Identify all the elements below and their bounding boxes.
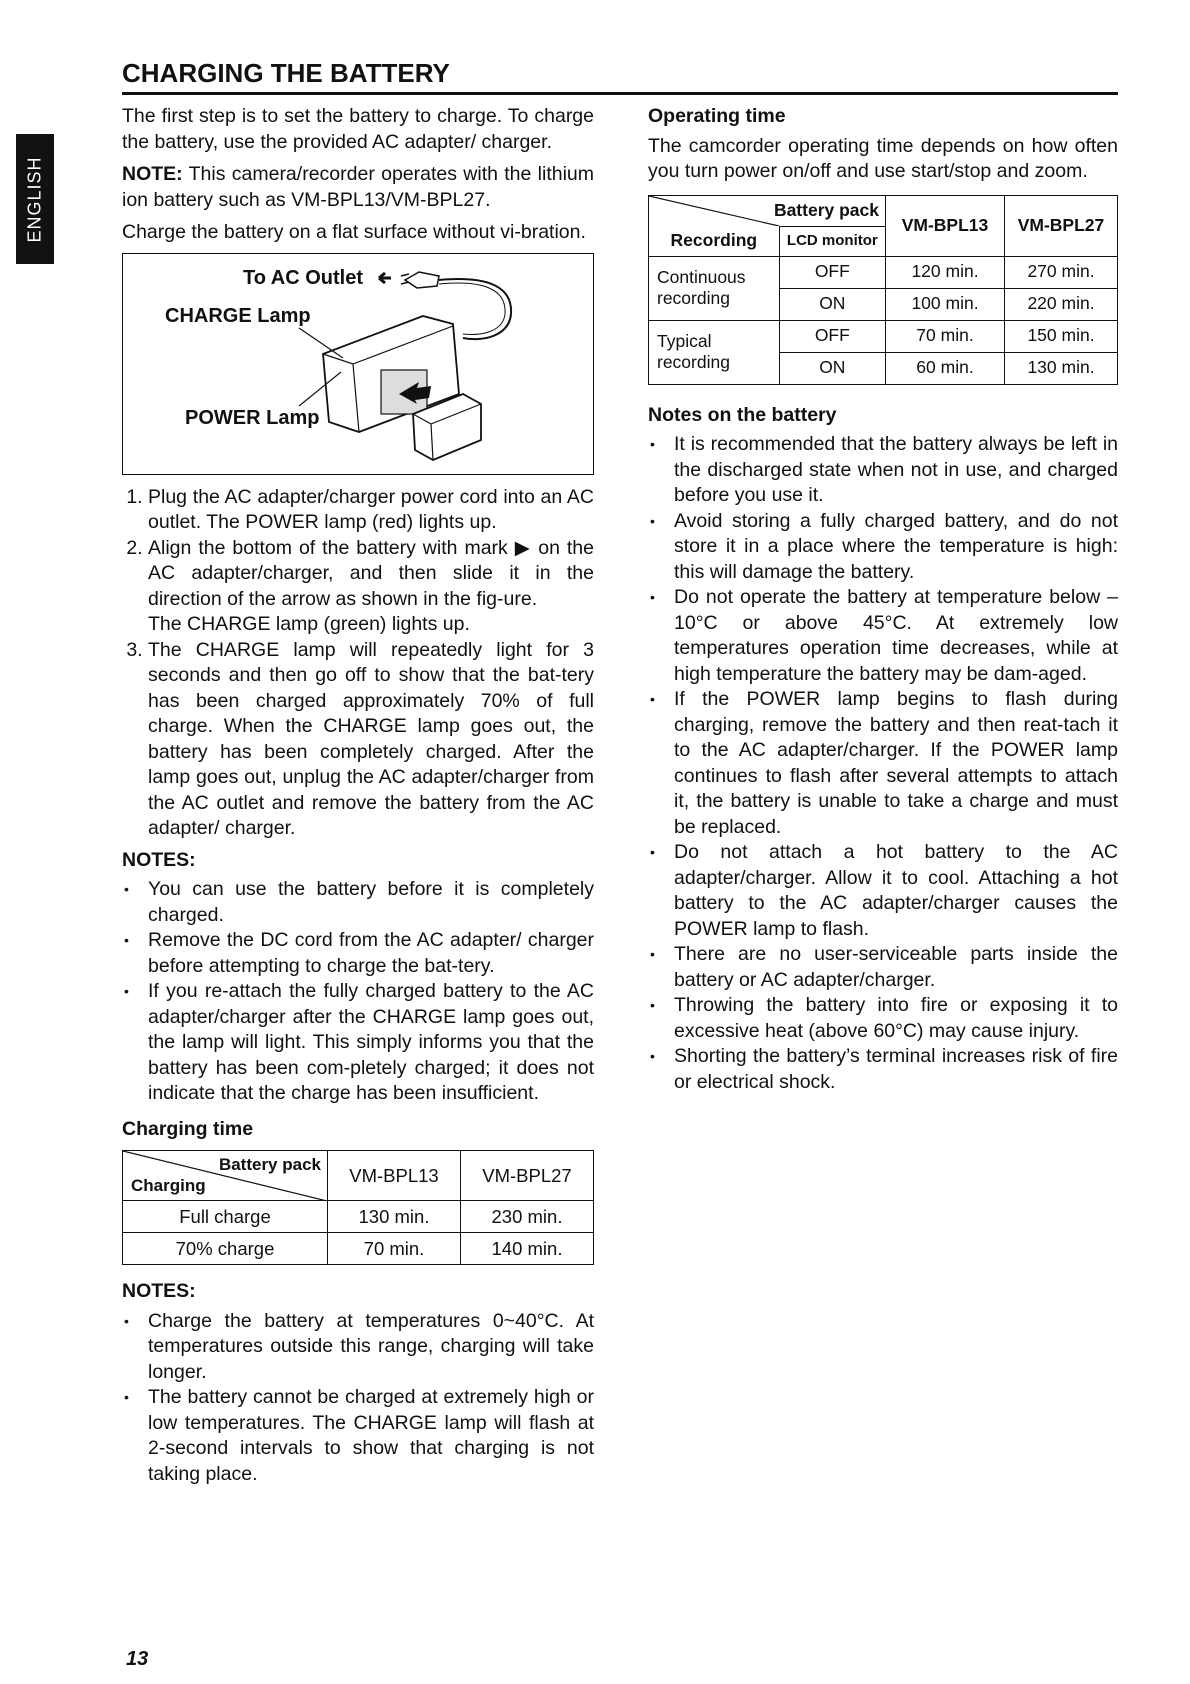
charge-lamp-label: CHARGE Lamp (165, 304, 311, 327)
table-row: ON 60 min. 130 min. (649, 352, 1118, 384)
column-header: VM-BPL27 (461, 1151, 594, 1201)
note-text: This camera/recorder operates with the lithium ion battery such as VM-BPL13/VM-BPL27. (122, 163, 594, 211)
corner-top-label: Battery pack (773, 199, 879, 220)
list-item: • The battery cannot be charged at extremely high or low temperatures. The CHARGE lamp will flash at 2-second intervals to show that charging is not taking place. (148, 1385, 594, 1487)
notes-heading: NOTES: (122, 848, 196, 871)
notes2-list (122, 1309, 594, 1488)
list-item: • There are no user-serviceable parts inside the battery or AC adapter/charger. (674, 942, 1118, 993)
list-item: • If you re-attach the fully charged battery to the AC adapter/charger after the CHARGE lamp goes out, the lamp will light. This simply informs you that the battery has been com-pletely charged; it does not indicate that the charge has been insufficient. (148, 979, 594, 1107)
corner-bottom-label: Charging (131, 1175, 206, 1195)
list-item: • Do not operate the battery at temperature below –10°C or above 45°C. At extremely low temperatures operation time decreases, while at high temperature the battery may be dam-aged. (674, 585, 1118, 687)
column-header: VM-BPL13 (886, 195, 1005, 256)
battery-notes-heading: Notes on the battery (648, 403, 837, 426)
charger-illustration (123, 254, 593, 472)
note-label: NOTE: (122, 163, 183, 185)
note-paragraph (122, 162, 594, 213)
left-column (122, 104, 594, 1487)
lcd-monitor-header: LCD monitor (779, 226, 885, 256)
right-column (648, 104, 1118, 1095)
title-rule (122, 92, 1118, 95)
list-item: • Remove the DC cord from the AC adapter/ charger before attempting to charge the bat-tery. (148, 928, 594, 979)
charger-figure (122, 253, 594, 475)
battery-notes-list (648, 432, 1118, 1095)
list-item: • Do not attach a hot battery to the AC adapter/charger. Allow it to cool. Attaching a hot battery to the AC adapter/charger causes the POWER lamp to flash. (674, 840, 1118, 942)
table-row: Full charge 130 min. 230 min. (123, 1201, 594, 1233)
charging-time-table (122, 1150, 594, 1265)
list-item: • If the POWER lamp begins to flash during charging, remove the battery and then reat-tach it to the AC adapter/charger. If the POWER lamp continues to flash after several attempts to attach it, the battery is unable to take a charge and must be replaced. (674, 687, 1118, 840)
corner-bottom-label: Recording (649, 226, 780, 256)
table-corner-cell (123, 1151, 328, 1201)
list-item: • Shorting the battery’s terminal increases risk of fire or electrical shock. (674, 1044, 1118, 1095)
table-corner-cell (649, 195, 886, 226)
step-item: 3. The CHARGE lamp will repeatedly light for 3 seconds and then go off to show that the bat-tery has been charged approximately 70% of full charge. When the CHARGE lamp goes out, the battery has been completely charged. After the lamp goes out, unplug the AC adapter/charger from the AC outlet and remove the battery from the AC adapter/ charger. (148, 638, 594, 842)
table-row: ON 100 min. 220 min. (649, 288, 1118, 320)
operating-time-heading: Operating time (648, 105, 786, 127)
step-item: 2. Align the bottom of the battery with mark ▶ on the AC adapter/charger, and then slide it in the direction of the arrow as shown in the fig-ure. The CHARGE lamp (green) lights up. (148, 536, 594, 638)
list-item: • Throwing the battery into fire or exposing it to excessive heat (above 60°C) may cause injury. (674, 993, 1118, 1044)
column-header: VM-BPL27 (1005, 195, 1118, 256)
list-item: • Avoid storing a fully charged battery, and do not store it in a place where the temperature is high: this will damage the battery. (674, 509, 1118, 586)
page-number: 13 (126, 1648, 149, 1670)
operating-time-table (648, 195, 1118, 385)
power-lamp-label: POWER Lamp (185, 406, 320, 429)
list-item: • It is recommended that the battery always be left in the discharged state when not in use, and charged before you use it. (674, 432, 1118, 509)
column-header: VM-BPL13 (328, 1151, 461, 1201)
table-row: Continuous recording OFF 120 min. 270 min. (649, 256, 1118, 288)
notes-list (122, 877, 594, 1107)
table-row: Typical recording OFF 70 min. 150 min. (649, 320, 1118, 352)
flat-surface-text: Charge the battery on a flat surface without vi-bration. (122, 221, 586, 243)
row-group-label: Typical recording (649, 320, 780, 384)
notes2-heading: NOTES: (122, 1280, 196, 1302)
step-item: 1. Plug the AC adapter/charger power cord into an AC outlet. The POWER lamp (red) lights up. (148, 485, 594, 536)
list-item: • Charge the battery at temperatures 0~40°C. At temperatures outside this range, charging will take longer. (148, 1309, 594, 1386)
page-title: CHARGING THE BATTERY (122, 58, 450, 88)
outlet-label: To AC Outlet (243, 266, 363, 289)
row-group-label: Continuous recording (649, 256, 780, 320)
step2-extra: The CHARGE lamp (green) lights up. (148, 613, 470, 635)
operating-time-text: The camcorder operating time depends on how often you turn power on/off and use start/stop and zoom. (648, 134, 1118, 182)
language-tab (16, 134, 54, 264)
table-row: 70% charge 70 min. 140 min. (123, 1233, 594, 1265)
charging-time-heading: Charging time (122, 1117, 254, 1140)
language-tab-label: ENGLISH (24, 155, 45, 243)
corner-top-label: Battery pack (218, 1154, 321, 1174)
intro-text: The first step is to set the battery to charge. To charge the battery, use the provided AC adapter/ charger. (122, 105, 594, 153)
steps-list (122, 485, 594, 842)
list-item: • You can use the battery before it is completely charged. (148, 877, 594, 928)
